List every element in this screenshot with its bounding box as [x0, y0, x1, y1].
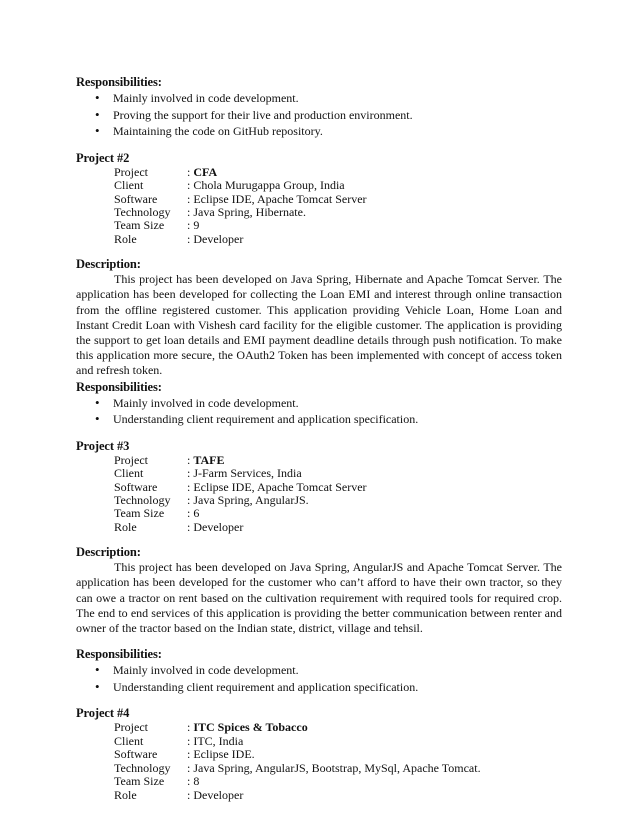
detail-key: Project: [114, 164, 148, 179]
description-heading: Description:: [76, 257, 141, 272]
project-heading: Project #3: [76, 438, 130, 453]
responsibilities-list: [76, 395, 562, 428]
table-row: Project : TAFE: [114, 452, 225, 467]
table-row: [114, 748, 481, 761]
description-heading: Description:: [76, 545, 141, 560]
table-row: [114, 789, 481, 802]
detail-value: : Java Spring, Hibernate.: [187, 205, 306, 219]
table-row: [114, 219, 367, 232]
detail-value: : Eclipse IDE, Apache Tomcat Server: [187, 479, 367, 494]
project-name: CFA: [193, 164, 218, 179]
table-row: [114, 467, 367, 480]
detail-key: Team Size: [114, 506, 165, 521]
list-item: • Mainly involved in code development.: [76, 90, 562, 107]
table-row: [114, 521, 367, 534]
detail-key: Software: [114, 479, 158, 494]
project-description: This project has been developed on Java Spring, Hibernate and Apache Tomcat Server. The application has been developed for collecting the Loan EMI and interest through online transaction from the offline registered customer. This application providing Vehicle Loan, Home Loan and Instant Credit Loan with Vishesh card facility for the eligible customer. The application is providing the support to get loan details and EMI payment deadline details through push notification. To make this application more secure, the OAuth2 Token has been implemented with concept of access token and refresh token.: [76, 272, 562, 378]
detail-key: Technology: [114, 493, 171, 508]
detail-value: : J-Farm Services, India: [187, 466, 302, 481]
detail-key: Software: [114, 191, 158, 206]
detail-key: Role: [114, 519, 137, 534]
detail-key: Client: [114, 178, 144, 193]
list-item: • Maintaining the code on GitHub repository.: [76, 123, 562, 140]
table-row: Project : CFA: [114, 164, 218, 179]
detail-value: : Developer: [187, 787, 244, 802]
list-item: • Mainly involved in code development.: [76, 662, 562, 679]
detail-key: Software: [114, 747, 158, 762]
table-row: [114, 735, 481, 748]
table-row: [114, 775, 481, 788]
detail-value: : ITC, India: [187, 733, 244, 748]
detail-value: : 8: [187, 774, 200, 789]
detail-key: Technology: [114, 760, 171, 775]
detail-value: : 9: [187, 218, 200, 233]
table-row: [114, 179, 367, 192]
detail-key: Team Size: [114, 218, 165, 233]
detail-value: : Developer: [187, 519, 244, 534]
table-row: [114, 206, 367, 219]
project-heading: Project #2: [76, 150, 130, 165]
project-name: ITC Spices & Tobacco: [193, 720, 308, 735]
detail-value: : Java Spring, AngularJS.: [187, 493, 309, 508]
detail-value: : 6: [187, 506, 200, 521]
list-item: • Proving the support for their live and production environment.: [76, 107, 562, 124]
project-description: This project has been developed on Java Spring, AngularJS and Apache Tomcat Server. The application has been developed for the customer who can’t afford to have their own tractor, so they can owe a tractor on rent based on the cultivation requirement with required tools for required crop. The end to end services of this application is providing the better communication between renter and owner of the tractor based on the Indian state, district, village and tehsil.: [76, 560, 562, 636]
detail-key: Role: [114, 787, 137, 802]
detail-key: Role: [114, 231, 137, 246]
detail-key: Team Size: [114, 774, 165, 789]
detail-key: Client: [114, 466, 144, 481]
table-row: [114, 481, 367, 494]
detail-key: Technology: [114, 205, 171, 219]
responsibilities-heading: Responsibilities:: [76, 379, 162, 394]
resume-page: [76, 74, 562, 802]
detail-value: : Developer: [187, 231, 244, 246]
detail-key: Client: [114, 733, 144, 748]
responsibilities-list: [76, 90, 562, 140]
list-item: • Understanding client requirement and application specification.: [76, 411, 562, 428]
table-row: [114, 507, 367, 520]
responsibilities-heading: Responsibilities:: [76, 75, 162, 89]
responsibilities-list: [76, 662, 562, 695]
table-row: [114, 193, 367, 206]
table-row: [114, 494, 367, 507]
table-row: [114, 233, 367, 246]
table-row: Project : ITC Spices & Tobacco: [114, 720, 308, 735]
detail-key: Project: [114, 720, 148, 735]
detail-value: : Chola Murugappa Group, India: [187, 178, 345, 193]
project-details-table: [114, 721, 481, 801]
project-heading: Project #4: [76, 706, 130, 721]
project-name: TAFE: [193, 452, 225, 467]
table-row: [114, 762, 481, 775]
list-item: • Understanding client requirement and application specification.: [76, 679, 562, 696]
detail-value: : Eclipse IDE.: [187, 747, 255, 762]
responsibilities-heading: Responsibilities:: [76, 647, 162, 662]
project-details-table: [114, 166, 367, 246]
project-details-table: [114, 454, 367, 534]
detail-value: : Java Spring, AngularJS, Bootstrap, MySql, Apache Tomcat.: [187, 760, 481, 775]
list-item: • Mainly involved in code development.: [76, 395, 562, 412]
detail-value: : Eclipse IDE, Apache Tomcat Server: [187, 191, 367, 206]
detail-key: Project: [114, 452, 148, 467]
